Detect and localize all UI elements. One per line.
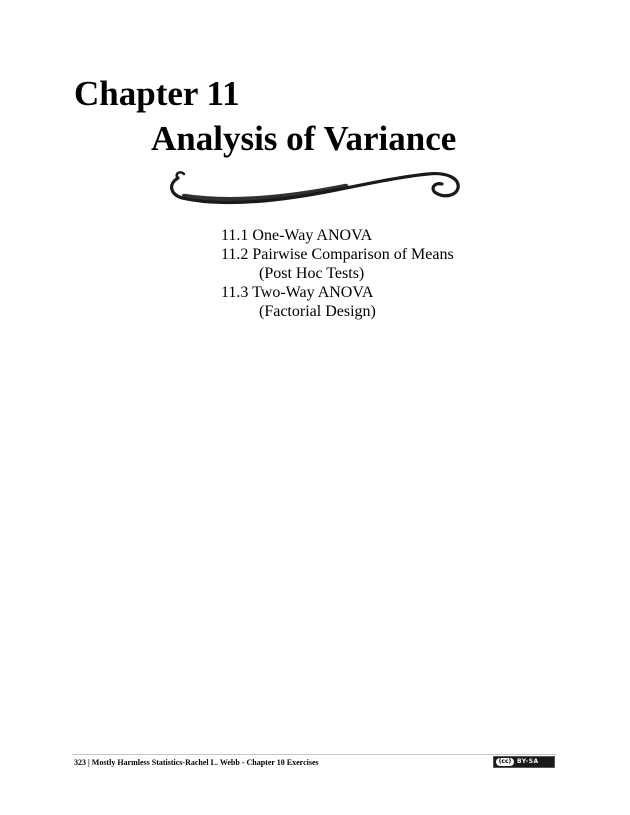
page-footer: 323 | Mostly Harmless Statistics-Rachel L. Webb - Chapter 10 Exercises — [74, 758, 319, 767]
footer-divider — [72, 754, 556, 755]
chapter-title: Analysis of Variance — [151, 119, 457, 158]
license-label: BY-SA — [517, 758, 539, 765]
cc-by-sa-icon[interactable] — [493, 756, 555, 768]
toc-item-11-3-subtitle: (Factorial Design) — [259, 303, 376, 320]
flourish-ornament — [166, 160, 466, 208]
toc-item-11-2-subtitle: (Post Hoc Tests) — [259, 265, 365, 282]
cc-logo: (cc) — [496, 758, 514, 766]
toc-item-11-3[interactable]: 11.3 Two-Way ANOVA — [221, 284, 374, 301]
toc-item-11-2[interactable]: 11.2 Pairwise Comparison of Means — [221, 246, 454, 263]
chapter-number: Chapter 11 — [74, 74, 240, 113]
table-of-contents — [221, 226, 454, 321]
toc-item-11-1[interactable]: 11.1 One-Way ANOVA — [221, 227, 373, 244]
